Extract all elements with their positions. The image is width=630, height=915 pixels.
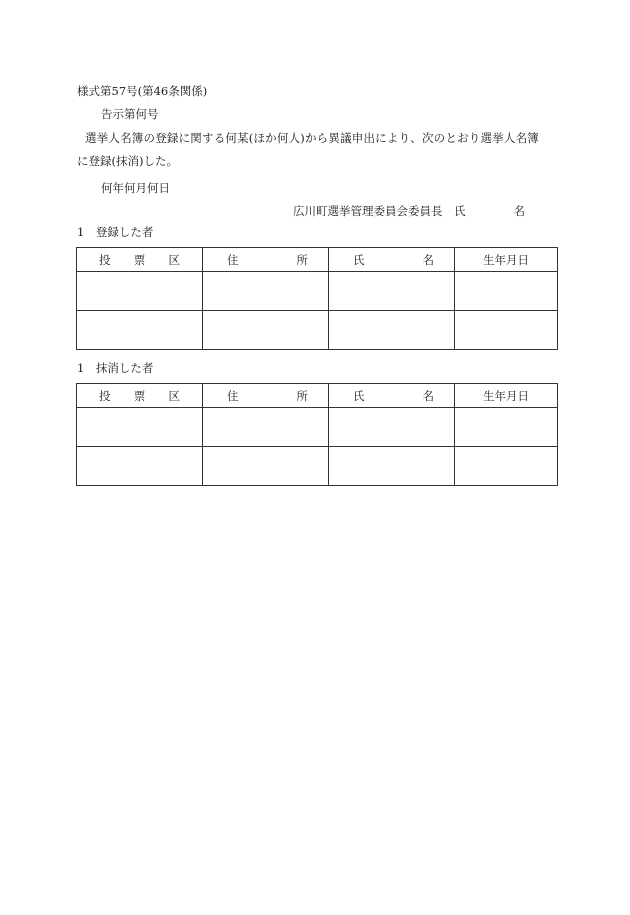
signature-shi: 氏 bbox=[454, 204, 466, 218]
table-row bbox=[77, 408, 558, 447]
table-cell[interactable] bbox=[455, 311, 558, 350]
table-cell[interactable] bbox=[329, 272, 455, 311]
table-cell[interactable] bbox=[77, 408, 203, 447]
table-header-row bbox=[77, 248, 558, 272]
body-text-line-1: 選挙人名簿の登録に関する何某(ほか何人)から異議申出により、次のとおり選挙人名簿 bbox=[85, 131, 539, 145]
signature-line bbox=[293, 204, 525, 218]
header-name: 氏 名 bbox=[329, 248, 455, 272]
form-number: 様式第57号(第46条関係) bbox=[77, 84, 208, 98]
header-address: 住 所 bbox=[203, 384, 329, 408]
table-cell[interactable] bbox=[77, 272, 203, 311]
header-address: 住 所 bbox=[203, 248, 329, 272]
header-voting-district: 投 票 区 bbox=[77, 384, 203, 408]
table-row bbox=[77, 272, 558, 311]
table-cell[interactable] bbox=[329, 311, 455, 350]
signature-organization: 広川町選挙管理委員会委員長 bbox=[293, 204, 443, 218]
section-title-registered: 1 登録した者 bbox=[77, 225, 154, 239]
header-voting-district: 投 票 区 bbox=[77, 248, 203, 272]
header-name: 氏 名 bbox=[329, 384, 455, 408]
table-cell[interactable] bbox=[455, 408, 558, 447]
table-row bbox=[77, 447, 558, 486]
table-cell[interactable] bbox=[203, 447, 329, 486]
table-cell[interactable] bbox=[77, 447, 203, 486]
table-cell[interactable] bbox=[455, 272, 558, 311]
table-cell[interactable] bbox=[455, 447, 558, 486]
registered-table bbox=[76, 247, 558, 350]
deleted-table bbox=[76, 383, 558, 486]
body-text-line-2: に登録(抹消)した。 bbox=[77, 154, 178, 168]
table-header-row bbox=[77, 384, 558, 408]
table-row bbox=[77, 311, 558, 350]
table-cell[interactable] bbox=[77, 311, 203, 350]
notice-number: 告示第何号 bbox=[101, 107, 159, 121]
signature-mei: 名 bbox=[513, 204, 525, 218]
header-birthdate: 生年月日 bbox=[455, 248, 558, 272]
header-birthdate: 生年月日 bbox=[455, 384, 558, 408]
table-cell[interactable] bbox=[203, 272, 329, 311]
table-cell[interactable] bbox=[329, 408, 455, 447]
notice-date: 何年何月何日 bbox=[101, 181, 170, 195]
table-cell[interactable] bbox=[329, 447, 455, 486]
table-cell[interactable] bbox=[203, 408, 329, 447]
section-title-deleted: 1 抹消した者 bbox=[77, 361, 154, 375]
table-cell[interactable] bbox=[203, 311, 329, 350]
